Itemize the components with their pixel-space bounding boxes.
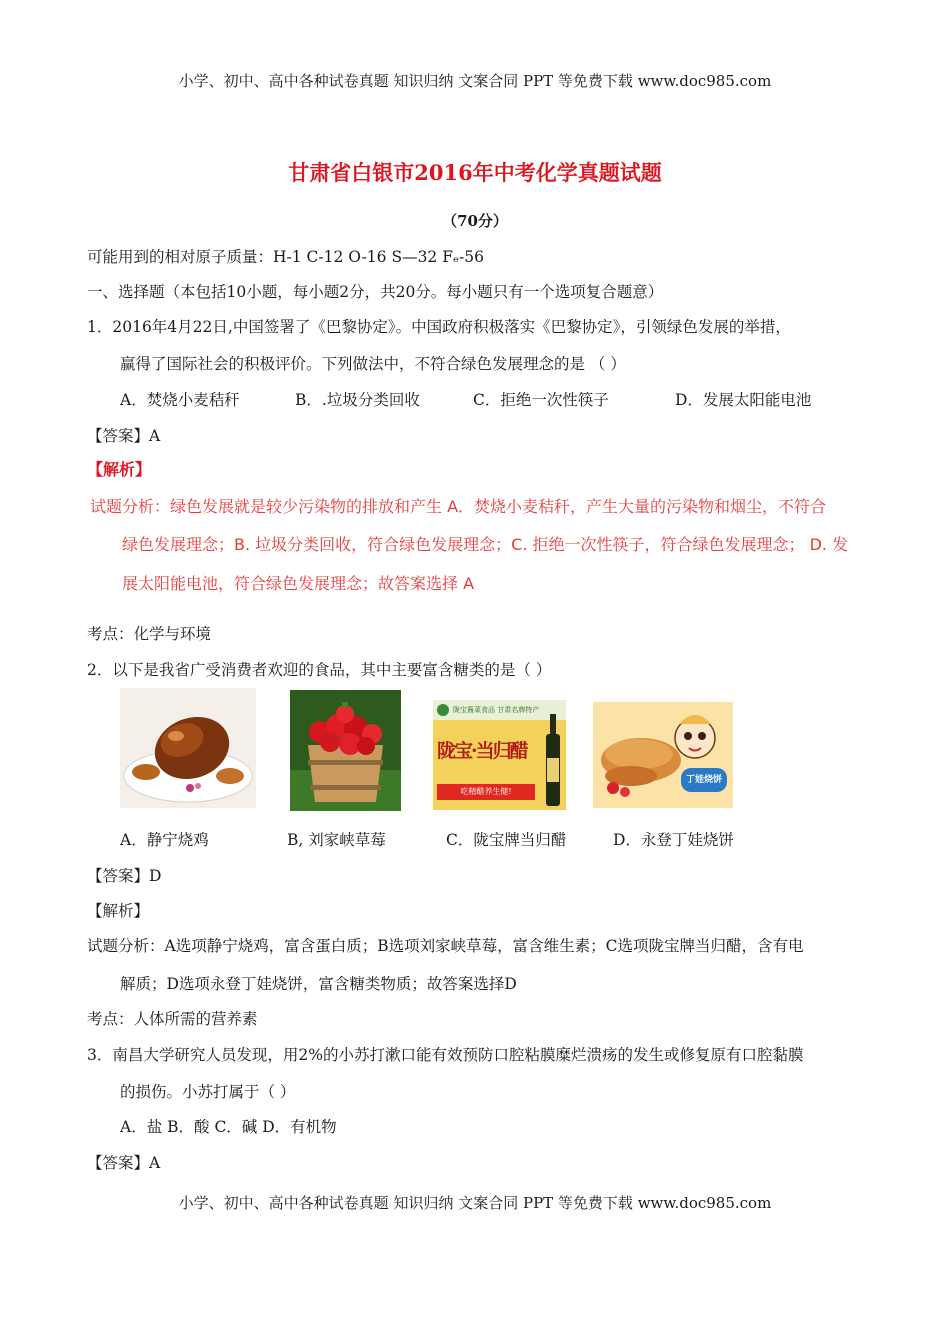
q2-option-a: A．静宁烧鸡 xyxy=(120,831,209,849)
bottle-icon xyxy=(545,714,561,806)
q2-option-b: B, 刘家峡草莓 xyxy=(287,831,386,849)
q2-option-c: C．陇宝牌当归醋 xyxy=(446,831,567,849)
q1-kaodian: 考点：化学与环境 xyxy=(87,625,212,643)
q1-analysis-line2: 绿色发展理念；B. 垃圾分类回收，符合绿色发展理念；C. 拒绝一次性筷子，符合绿色发展理念； D. 发 xyxy=(122,535,849,554)
q2-stem: 2．以下是我省广受消费者欢迎的食品，其中主要富含糖类的是（ ） xyxy=(87,661,552,679)
pastry-cartoon-image xyxy=(593,702,733,808)
atomic-mass-line: 可能用到的相对原子质量：H-1 C-12 O-16 S—32 Fₑ-56 xyxy=(87,248,484,266)
q2-answer: 【答案】D xyxy=(87,867,162,885)
q1-analysis-label: 【解析】 xyxy=(87,460,152,479)
roast-chicken-image xyxy=(120,688,256,808)
q2-analysis-line2: 解质；D选项永登丁娃烧饼，富含糖类物质；故答案选择D xyxy=(120,975,517,993)
vinegar-brand-text: 陇宝·当归醋 xyxy=(437,740,527,762)
q2-analysis-line1: 试题分析：A选项静宁烧鸡，富含蛋白质；B选项刘家峡草莓，富含维生素；C选项陇宝牌当归醋，含有电 xyxy=(87,937,804,955)
q1-option-a: A．焚烧小麦秸秆 xyxy=(120,391,240,409)
q1-analysis-line1: 试题分析：绿色发展就是较少污染物的排放和产生 A．焚烧小麦秸秆，产生大量的污染物和烟尘，不符合 xyxy=(90,497,827,516)
q1-option-d: D．发展太阳能电池 xyxy=(675,391,812,409)
q1-answer: 【答案】A xyxy=(87,427,161,445)
page-title: 甘肃省白银市2016年中考化学真题试题 xyxy=(288,160,662,185)
total-score: （70分） xyxy=(442,212,508,230)
pastry-brand-label: 丁娃烧饼 xyxy=(681,768,727,792)
q1-stem-line2: 赢得了国际社会的积极评价。下列做法中，不符合绿色发展理念的是 （ ） xyxy=(120,355,626,373)
page-footer: 小学、初中、高中各种试卷真题 知识归纳 文案合同 PPT 等免费下载 www.doc985.com xyxy=(178,1194,772,1212)
q2-option-d: D．永登丁娃烧饼 xyxy=(613,831,734,849)
logo-icon xyxy=(437,704,449,716)
vinegar-slogan: 吃精醋养生健! xyxy=(437,784,535,800)
q1-option-b: B．.垃圾分类回收 xyxy=(295,391,420,409)
q3-stem-line2: 的损伤。小苏打属于（ ） xyxy=(120,1083,296,1101)
q3-stem-line1: 3．南昌大学研究人员发现，用2%的小苏打漱口能有效预防口腔粘膜糜烂溃疡的发生或修复原有口腔黏膜 xyxy=(87,1046,804,1064)
page-header: 小学、初中、高中各种试卷真题 知识归纳 文案合同 PPT 等免费下载 www.doc985.com xyxy=(178,72,772,90)
q3-answer: 【答案】A xyxy=(87,1154,161,1172)
q1-option-c: C．拒绝一次性筷子 xyxy=(473,391,609,409)
q1-stem-line1: 1．2016年4月22日,中国签署了《巴黎协定》。中国政府积极落实《巴黎协定》，引领绿色发展的举措， xyxy=(87,318,791,336)
q2-analysis-label: 【解析】 xyxy=(87,902,150,920)
q2-kaodian: 考点：人体所需的营养素 xyxy=(87,1010,258,1028)
q3-options: A．盐 B．酸 C．碱 D．有机物 xyxy=(120,1118,337,1136)
section-heading: 一、选择题（本包括10小题，每小题2分，共20分。每小题只有一个选项复合题意） xyxy=(87,283,664,301)
strawberry-bucket-image xyxy=(290,690,401,811)
vinegar-ad-image: 陇宝酱菜食品 甘肃名牌特产 陇宝·当归醋 吃精醋养生健! xyxy=(433,700,566,810)
q1-analysis-line3: 展太阳能电池，符合绿色发展理念；故答案选择 A xyxy=(122,574,475,593)
